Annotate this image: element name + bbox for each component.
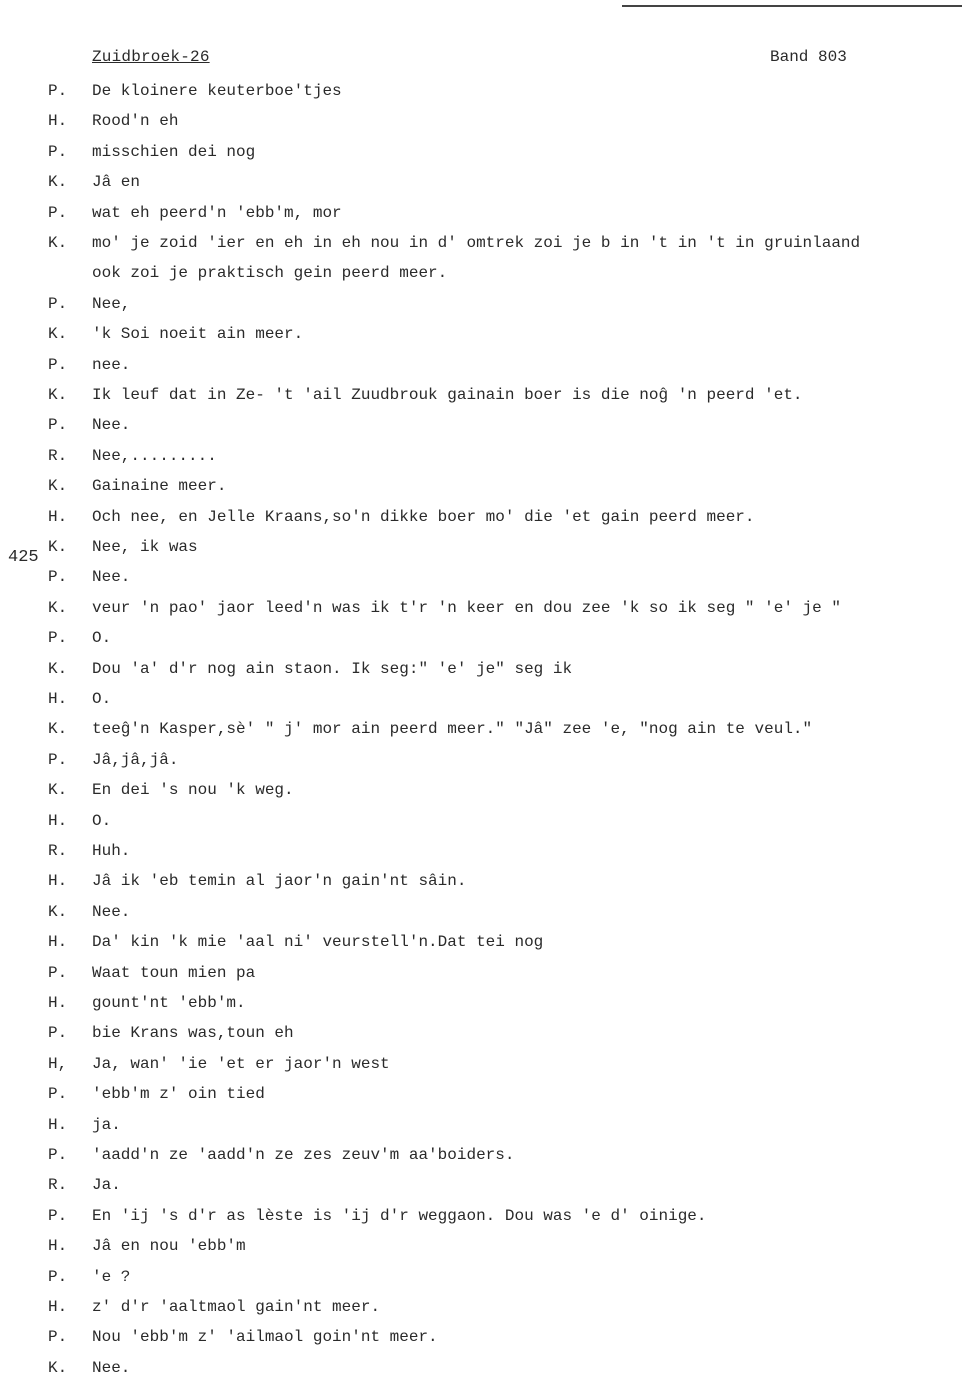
line-text: O. xyxy=(92,690,112,708)
speaker-label: H. xyxy=(48,1237,68,1256)
speaker-label: H. xyxy=(48,994,68,1012)
line-text: De kloinere keuterboe'tjes xyxy=(92,82,342,100)
speaker-label: K. xyxy=(48,598,68,617)
line-text: Nee,......... xyxy=(92,446,217,465)
speaker-label: P. xyxy=(48,1085,68,1104)
speaker-label: P. xyxy=(48,1024,68,1043)
speaker-label: H. xyxy=(48,690,68,708)
speaker-label: H. xyxy=(48,1115,68,1134)
line-text: Ja. xyxy=(92,1176,121,1195)
line-text: nee. xyxy=(92,355,131,374)
margin-number: 425 xyxy=(8,548,39,567)
line-text: ook zoi je praktisch gein peerd meer. xyxy=(92,264,448,283)
speaker-label: H. xyxy=(48,112,68,131)
speaker-label: P. xyxy=(48,294,68,313)
line-text: mo' je zoid 'ier en eh in eh nou in d' omtrek zoi je b in 't in 't in gruinlaand xyxy=(92,234,861,252)
line-text: Jâ,jâ,jâ. xyxy=(92,750,179,769)
speaker-label: K. xyxy=(48,538,68,556)
line-text: Jâ en nou 'ebb'm xyxy=(92,1237,246,1256)
band-number: Band 803 xyxy=(770,48,847,66)
speaker-label: R. xyxy=(48,446,68,465)
line-text: teeĝ'n Kasper,sè' " j' mor ain peerd meer." "Jâ" zee 'e, "nog ain te veul." xyxy=(92,720,813,739)
line-text: Da' kin 'k mie 'aal ni' veurstell'n.Dat tei nog xyxy=(92,933,544,952)
speaker-label: H. xyxy=(48,811,68,830)
line-text: Jâ ik 'eb temin al jaor'n gain'nt sâin. xyxy=(92,872,467,891)
line-text: Och nee, en Jelle Kraans,so'n dikke boer mo' die 'et gain peerd meer. xyxy=(92,507,755,526)
speaker-label: K. xyxy=(48,477,68,496)
speaker-label: K. xyxy=(48,720,68,739)
speaker-label: R. xyxy=(48,842,68,860)
line-text: Nee. xyxy=(92,416,131,435)
speaker-label: P. xyxy=(48,416,68,435)
line-text: bie Krans was,toun eh xyxy=(92,1024,294,1043)
line-text: Nee. xyxy=(92,902,131,921)
line-text: O. xyxy=(92,811,112,830)
line-text: wat eh peerd'n 'ebb'm, mor xyxy=(92,203,342,222)
line-text: Nee. xyxy=(92,568,131,587)
top-rule xyxy=(622,5,962,7)
speaker-label: H. xyxy=(48,507,68,526)
speaker-label: P. xyxy=(48,1206,68,1225)
line-text: veur 'n pao' jaor leed'n was ik t'r 'n keer en dou zee 'k so ik seg " 'e' je " xyxy=(92,598,841,617)
speaker-label: K. xyxy=(48,386,68,404)
speaker-label: P. xyxy=(48,355,68,374)
line-text: Gainaine meer. xyxy=(92,477,227,496)
speaker-label: H. xyxy=(48,933,68,952)
speaker-label: K. xyxy=(48,173,68,192)
document-title: Zuidbroek-26 xyxy=(92,48,210,66)
speaker-label: K. xyxy=(48,781,68,800)
line-text: 'k Soi noeit ain meer. xyxy=(92,325,304,344)
line-text: Waat toun mien pa xyxy=(92,963,256,982)
line-text: Rood'n eh xyxy=(92,112,179,131)
line-text: Dou 'a' d'r nog ain staon. Ik seg:" 'e' je" seg ik xyxy=(92,659,573,678)
line-text: gount'nt 'ebb'm. xyxy=(92,994,246,1012)
speaker-label: H. xyxy=(48,1298,68,1316)
speaker-label: H. xyxy=(48,872,68,891)
speaker-label: P. xyxy=(48,82,68,100)
speaker-label: P. xyxy=(48,1146,68,1164)
line-text: En dei 's nou 'k weg. xyxy=(92,781,294,800)
speaker-label: K. xyxy=(48,234,68,252)
speaker-label: P. xyxy=(48,629,68,648)
speaker-label: P. xyxy=(48,1328,68,1347)
line-text: Nee. xyxy=(92,1358,131,1377)
line-text: misschien dei nog xyxy=(92,142,256,161)
line-text: Huh. xyxy=(92,842,131,860)
line-text: En 'ij 's d'r as lèste is 'ij d'r weggaon. Dou was 'e d' oinige. xyxy=(92,1206,707,1225)
line-text: ja. xyxy=(92,1115,121,1134)
speaker-label: P. xyxy=(48,568,68,587)
line-text: z' d'r 'aaltmaol gain'nt meer. xyxy=(92,1298,381,1316)
line-text: Nou 'ebb'm z' 'ailmaol goin'nt meer. xyxy=(92,1328,438,1347)
line-text: 'e ? xyxy=(92,1267,131,1286)
line-text: Ja, wan' 'ie 'et er jaor'n west xyxy=(92,1054,390,1073)
speaker-label: K. xyxy=(48,1358,68,1377)
line-text: Nee, ik was xyxy=(92,538,198,556)
speaker-label: P. xyxy=(48,1267,68,1286)
line-text: Nee, xyxy=(92,294,131,313)
speaker-label: K. xyxy=(48,902,68,921)
speaker-label: K. xyxy=(48,659,68,678)
speaker-label: R. xyxy=(48,1176,68,1195)
speaker-label: H, xyxy=(48,1054,68,1073)
line-text: O. xyxy=(92,629,112,648)
line-text: Ik leuf dat in Ze- 't 'ail Zuudbrouk gainain boer is die noĝ 'n peerd 'et. xyxy=(92,386,803,404)
speaker-label: P. xyxy=(48,963,68,982)
speaker-label: P. xyxy=(48,142,68,161)
line-text: 'ebb'm z' oin tied xyxy=(92,1085,265,1104)
line-text: Jâ en xyxy=(92,173,141,192)
line-text: 'aadd'n ze 'aadd'n ze zes zeuv'm aa'boiders. xyxy=(92,1146,515,1164)
speaker-label: K. xyxy=(48,325,68,344)
speaker-label: P. xyxy=(48,750,68,769)
speaker-label: P. xyxy=(48,203,68,222)
